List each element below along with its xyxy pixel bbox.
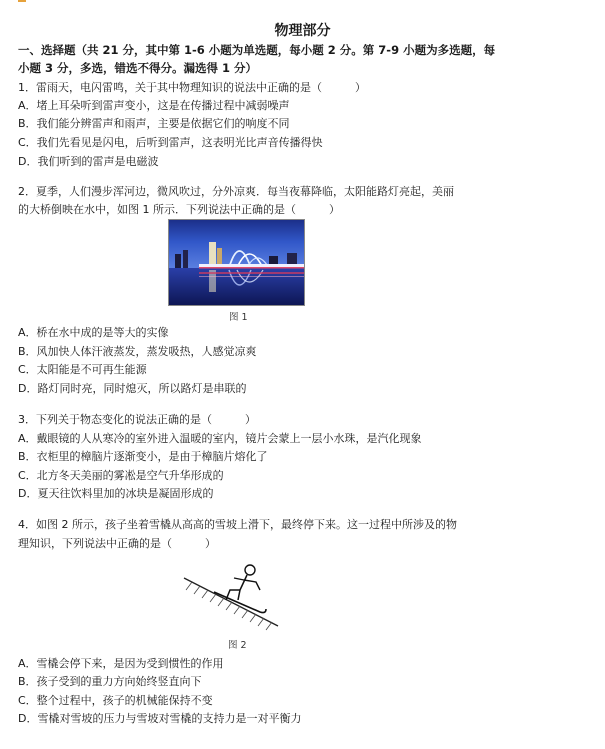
q2-option-d: D．路灯同时亮，同时熄灭，所以路灯是串联的	[18, 382, 247, 395]
q3-stem: 3．下列关于物态变化的说法正确的是（ ）	[18, 413, 256, 426]
q3-option-c: C．北方冬天美丽的雾凇是空气升华形成的	[18, 469, 224, 482]
bridge-night-photo	[168, 219, 305, 306]
section-heading-line-2: 小题 3 分，多选，错选不得分。漏选得 1 分）	[18, 61, 258, 75]
q4-option-b: B．孩子受到的重力方向始终竖直向下	[18, 675, 202, 688]
q2-option-a: A．桥在水中成的是等大的实像	[18, 326, 169, 339]
q4-stem-line-1: 4．如图 2 所示，孩子坐着雪橇从高高的雪坡上滑下，最终停下来。这一过程中所涉及的物	[18, 518, 457, 531]
q3-option-d: D．夏天往饮料里加的冰块是凝固形成的	[18, 487, 214, 500]
figure-1-label: 图 1	[229, 312, 248, 323]
q4-stem-line-2: 理知识，下列说法中正确的是（ ）	[18, 537, 216, 550]
q1-option-a: A．堵上耳朵听到雷声变小，这是在传播过程中减弱噪声	[18, 99, 290, 112]
sled-slope-figure	[180, 560, 280, 632]
top-edge	[0, 0, 605, 3]
q1-stem: 1．雷雨天，电闪雷鸣，关于其中物理知识的说法中正确的是（ ）	[18, 81, 366, 94]
page-title: 物理部分	[274, 23, 331, 39]
q4-option-d: D．雪橇对雪坡的压力与雪坡对雪橇的支持力是一对平衡力	[18, 712, 302, 725]
q4-option-c: C．整个过程中，孩子的机械能保持不变	[18, 694, 213, 707]
q3-option-a: A．戴眼镜的人从寒冷的室外进入温暖的室内，镜片会蒙上一层小水珠，是汽化现象	[18, 432, 422, 445]
q2-option-b: B．风加快人体汗液蒸发，蒸发吸热，人感觉凉爽	[18, 345, 257, 358]
q2-option-c: C．太阳能是不可再生能源	[18, 363, 147, 376]
q4-option-a: A．雪橇会停下来，是因为受到惯性的作用	[18, 657, 224, 670]
q1-option-b: B．我们能分辨雷声和雨声，主要是依据它们的响度不同	[18, 117, 290, 130]
q3-option-b: B．衣柜里的樟脑片逐渐变小，是由于樟脑片熔化了	[18, 450, 268, 463]
bridge-photo-graphic	[169, 220, 305, 306]
corner-mark	[18, 0, 26, 2]
section-heading-line-1: 一、选择题（共 21 分，其中第 1-6 小题为单选题，每小题 2 分。第 7-9 小题为多选题，每	[18, 43, 496, 57]
q1-option-d: D．我们听到的雷声是电磁波	[18, 155, 159, 168]
sled-slope-drawing	[180, 560, 280, 632]
figure-2-label: 图 2	[228, 640, 247, 651]
q2-stem-line-2: 的大桥倒映在水中，如图 1 所示．下列说法中正确的是（ ）	[18, 203, 340, 216]
q1-option-c: C．我们先看见是闪电，后听到雷声，这表明光比声音传播得快	[18, 136, 323, 149]
q2-stem-line-1: 2．夏季，人们漫步浑河边，微风吹过，分外凉爽．每当夜幕降临，太阳能路灯亮起，美丽	[18, 185, 454, 198]
